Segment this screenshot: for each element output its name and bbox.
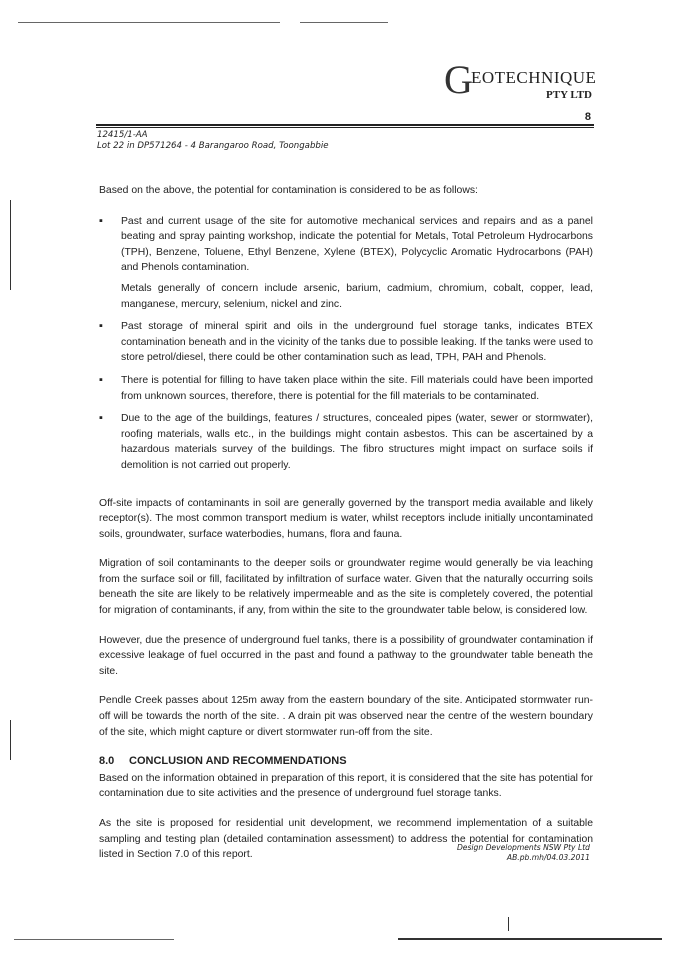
logo-word: EOTECHNIQUE [471,68,597,87]
site-address: Lot 22 in DP571264 - 4 Barangaroo Road, Toongabbie [97,141,329,151]
bullet-site-usage [99,214,593,276]
header-rule-thick [96,124,594,126]
footer-signature [457,843,590,863]
margin-mark-upper [10,200,11,290]
bullet-text: ▪ Past and current usage of the site for automotive mechanical services and repairs and as a panel beating and spray painting workshop, indicate the potential for Metals, Total Petroleum Hydrocarbons (TPH), Benzene, Toluene, Ethyl Benzene, Xylene (BTEX), Polycyclic Aromatic Hydrocarbons (PAH) and Phenols contamination. [121,215,593,274]
logo-initial: G [444,57,473,102]
bullet-filling [99,373,593,404]
bullet-fuel-storage [99,319,593,366]
logo-subtitle: PTY LTD [546,89,592,101]
scan-line-bottom-left [14,939,174,940]
scan-line-bottom-right [398,938,662,940]
offsite-impacts-paragraph: Off-site impacts of contaminants in soil are generally governed by the transport media available and likely receptor(s). The most common transport medium is water, whilst receptors include initially uncontaminated soils, groundwater, surface waterbodies, humans, flora and fauna. [99,497,593,540]
margin-mark-lower [10,720,11,760]
recommendation-paragraph: As the site is proposed for residential unit development, we recommend implementation of a suitable sampling and testing plan (detailed contamination assessment) to address the potential for contamination listed in Section 7.0 of this report. [99,818,593,861]
section-heading [99,754,593,770]
pendle-creek-paragraph: Pendle Creek passes about 125m away from the eastern boundary of the site. Anticipated stormwater run-off will be towards the north of the site. . A drain pit was observed near the centre of the western boundary of the site, which might capture or divert stormwater run-off from the site. [99,695,593,738]
footer-company: Design Developments NSW Pty Ltd [456,843,590,852]
section-title: CONCLUSION AND RECOMMENDATIONS [129,755,347,768]
section-number: 8.0 [99,755,115,768]
scan-line-top-right [300,22,388,23]
conclusion-paragraph: Based on the information obtained in preparation of this report, it is considered that the site has potential for contamination due to site activities and the presence of underground fuel storage tanks. [99,772,593,800]
footer-reference: AB.pb.mh/04.03.2011 [506,853,590,862]
bullet-text: ▪ There is potential for filling to have taken place within the site. Fill materials could have been imported from unknown sources, therefore, there is potential for the fill materials to be contaminated. [121,374,593,402]
bullet-asbestos [99,411,593,473]
page-number: 8 [584,111,591,123]
intro-paragraph: Based on the above, the potential for contamination is considered to be as follows: [99,185,478,196]
company-logo [444,57,597,108]
metals-note: Metals generally of concern include arsenic, barium, cadmium, chromium, cobalt, copper, lead, manganese, mercury, selenium, nickel and zinc. [121,282,593,310]
bullet-text: ▪ Due to the age of the buildings, features / structures, concealed pipes (water, sewer or stormwater), roofing materials, walls etc., in the buildings might contain asbestos. This can be ascertained by a hazardous materials survey of the buildings. The fibro structures might impact on surface soils if demolition is not carried out properly. [121,413,593,471]
binding-mark [508,917,509,931]
contamination-list [99,214,593,474]
groundwater-paragraph: However, due the presence of underground fuel tanks, there is a possibility of groundwater contamination if excessive leakage of fuel occurred in the past and found a pathway to the groundwater table beneath the site. [99,634,593,677]
document-body [99,183,593,877]
bullet-metals-note [99,281,593,312]
scan-line-top-left [18,22,280,23]
bullet-text: ▪ Past storage of mineral spirit and oils in the underground fuel storage tanks, indicates BTEX contamination beneath and in the vicinity of the tanks due to possible leaking. If the tanks were used to store petrol/diesel, there could be other contamination such as lead, TPH, PAH and Phenols. [121,321,593,364]
project-reference: 12415/1-AA [97,130,148,140]
migration-paragraph: Migration of soil contaminants to the deeper soils or groundwater regime would generally be via leaching from the surface soil or fill, facilitated by infiltration of surface water. Given that the naturally occurring soils beneath the site are likely to be relatively impermeable and as the site is completely covered, the potential for migration of contaminants, if any, from within the site to the groundwater table below, is considered low. [99,558,593,617]
header-rule-thin [96,127,594,128]
